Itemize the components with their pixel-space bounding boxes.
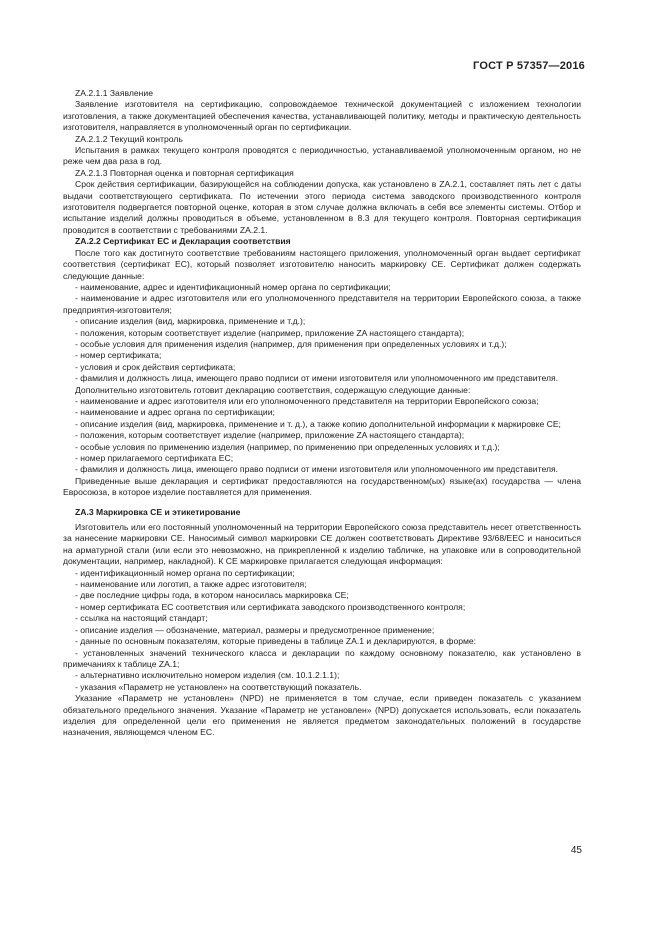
paragraph: - идентификационный номер органа по сертификации; [75,567,295,578]
paragraph: - фамилия и должность лица, имеющего право подписи от имени изготовителя или уполномоченного им представителя. [75,464,558,475]
paragraph: - наименование и адрес органа по сертификации; [75,407,275,418]
paragraph: - наименование и адрес изготовителя или его уполномоченного представителя на территории Европейского союза; [75,395,539,406]
paragraph: - альтернативно исключительно номером изделия (см. 10.1.2.1.1); [75,670,340,681]
paragraph: - наименование, адрес и идентификационный номер органа по сертификации; [75,281,391,292]
paragraph: - описание изделия (вид, маркировка, применение и т.д.); [75,316,306,327]
paragraph: - описание изделия (вид, маркировка, применение и т. д.), а также копию дополнительной информации к маркировке СЕ; [75,418,561,429]
paragraph: - положения, которым соответствует изделие (например, приложение ZA настоящего стандарта); [75,430,465,441]
paragraph: Дополнительно изготовитель готовит декларацию соответствия, содержащую следующие данные: [75,384,471,395]
document-body [63,88,581,739]
paragraph: - положения, которым соответствует изделие (например, приложение ZA настоящего стандарта); [75,327,465,338]
paragraph: - две последние цифры года, в котором наносилась маркировка СЕ; [75,590,349,601]
paragraph: - указания «Параметр не установлен» на соответствующий показатель. [75,681,362,692]
paragraph: Срок действия сертификации, базирующейся на соблюдении допуска, как установлено в ZA.2.1, составляет пять лет с даты выдачи соответствующего сертификата. По истечении этого периода система заводского производственного контроля изготовителя подвергается повторной оценке, которая в этом случае должна включать в себя все элементы системы. Отбор и испытание изделий должны проводиться в объеме, установленном в 8.3 для текущего контроля. Повторная сертификация проводится в соответствии с требованиями ZA.2.1. [63,179,581,235]
paragraph: - фамилия и должность лица, имеющего право подписи от имени изготовителя или уполномоченного им представителя. [75,373,558,384]
paragraph: - номер прилагаемого сертификата ЕС; [75,453,234,463]
paragraph: Приведенные выше декларация и сертификат предоставляются на государственном(ых) языке(ах) государства — члена Евросоюза, в которое изделие поставляется для применения. [63,475,581,498]
paragraph: Испытания в рамках текущего контроля проводятся с периодичностью, устанавливаемой уполномоченным органом, но не реже чем два раза в год. [63,145,581,167]
paragraph: Заявление изготовителя на сертификацию, сопровождаемое технической документацией с изложением технологии изготовления, а также документацией обеспечения качества, устанавливающей политику, методы и практическую деятельность изготовителя, направляется в уполномоченный орган по сертификации. [63,99,581,133]
paragraph: - наименование или логотип, а также адрес изготовителя; [75,579,307,590]
paragraph: - установленных значений технического класса и декларации по каждому основному показателю, как установлено в примечаниях к таблице ZA.1; [63,647,581,669]
paragraph: После того как достигнуто соответствие требованиям настоящего приложения, уполномоченный орган выдает сертификат соответствия (сертификат ЕС), который позволяет изготовителю наносить маркировку СЕ. Сертификат должен содержать следующие данные: [63,247,581,281]
paragraph: - особые условия по применению изделия (например, по применению при определенных условиях и т.д.); [75,441,500,452]
section-heading: ZA.3 Маркировка СЕ и этикетирование [75,506,241,517]
paragraph: - ссылка на настоящий стандарт; [75,613,208,624]
standard-designation: ГОСТ Р 57357—2016 [473,60,585,72]
paragraph: Изготовитель или его постоянный уполномоченный на территории Европейского союза представитель несет ответственность за нанесение маркировки СЕ. Наносимый символ маркировки СЕ должен соответствовать Директиве 93/68/ЕЕС и наноситься на арматурной стали (или если это невозможно, на прикрепленной к изделию табличке, на упаковке или в сопроводительной документации, например, накладной). К СЕ маркировке прилагается следующая информация: [63,522,581,567]
paragraph: ZA.2.1.1 Заявление [75,88,153,98]
paragraph: - номер сертификата; [75,350,162,361]
paragraph: - данные по основным показателям, которые приведены в таблице ZA.1 и декларируются, в форме: [75,636,477,647]
section-heading: ZA.2.2 Сертификат ЕС и Декларация соответствия [75,236,291,247]
paragraph: - описание изделия — обозначение, материал, размеры и предусмотренное применение; [75,624,435,635]
paragraph: - условия и срок действия сертификата; [75,361,236,372]
page-number: 45 [570,845,582,856]
paragraph: - номер сертификата ЕС соответствия или сертификата заводского производственного контроля; [75,601,466,612]
paragraph: ZA.2.1.2 Текущий контроль [75,133,183,144]
paragraph: - особые условия для применения изделия (например, для применения при определенных условиях и т.д.); [75,338,507,349]
paragraph: ZA.2.1.3 Повторная оценка и повторная сертификация [75,167,294,178]
paragraph: - наименование и адрес изготовителя или его уполномоченного представителя на территории Европейского союза, а также предприятия-изготовителя; [63,293,581,315]
paragraph: Указание «Параметр не установлен» (NPD) не применяется в том случае, если приведен показатель с указанием обязательного предельного значения. Указание «Параметр не установлен» (NPD) допускается использовать, если показатель изделия для определенной цели его применения не является предметом законодательных положений в государстве назначения, являющемся членом ЕС. [63,693,581,738]
